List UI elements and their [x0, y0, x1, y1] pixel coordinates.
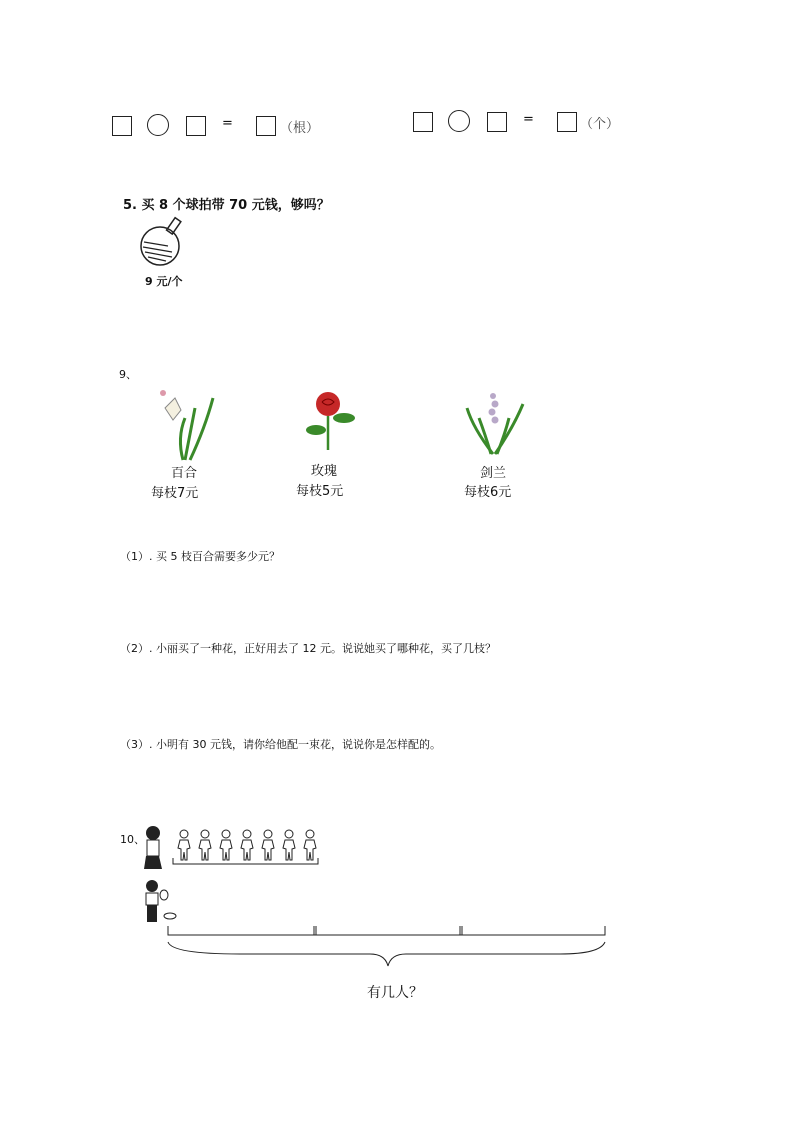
- flower-name: 玫瑰: [311, 464, 338, 479]
- equals-sign: =: [222, 116, 233, 131]
- answer-box[interactable]: [487, 112, 507, 132]
- question-10-number: 10、: [120, 833, 145, 846]
- answer-box[interactable]: [413, 112, 433, 132]
- flower-price: 每枝6元: [464, 485, 512, 500]
- operator-circle[interactable]: [147, 114, 169, 136]
- question-9-1: （1）. 买 5 枝百合需要多少元？: [120, 550, 280, 563]
- bracket-diagram: [160, 920, 610, 990]
- gladiolus-icon: [463, 388, 525, 456]
- answer-box[interactable]: [256, 116, 276, 136]
- paddle-icon: [138, 216, 190, 268]
- question-5-title: 5. 买 8 个球拍带 70 元钱，够吗？: [123, 198, 330, 213]
- equals-sign: =: [523, 112, 534, 127]
- unit-label: （根）: [280, 121, 320, 136]
- answer-box[interactable]: [557, 112, 577, 132]
- question-10-text: 有几人？: [367, 985, 423, 1001]
- question-9-2: （2）. 小丽买了一种花，正好用去了 12 元。说说她买了哪种花，买了几枝？: [120, 642, 496, 655]
- question-9-number: 9、: [119, 368, 137, 381]
- flower-price: 每枝7元: [151, 486, 199, 501]
- girl-icon: [138, 825, 168, 870]
- flower-name: 剑兰: [480, 466, 507, 481]
- lily-icon: [155, 388, 215, 463]
- boy-icon: [138, 878, 178, 924]
- flower-name: 百合: [171, 466, 198, 481]
- children-row-icon: [170, 828, 322, 868]
- unit-label: （个）: [580, 117, 620, 132]
- paddle-price: 9 元/个: [145, 275, 183, 288]
- flower-price: 每枝5元: [296, 484, 344, 499]
- answer-box[interactable]: [112, 116, 132, 136]
- question-9-3: （3）. 小明有 30 元钱，请你给他配一束花，说说你是怎样配的。: [120, 738, 441, 751]
- rose-icon: [300, 388, 360, 453]
- operator-circle[interactable]: [448, 110, 470, 132]
- answer-box[interactable]: [186, 116, 206, 136]
